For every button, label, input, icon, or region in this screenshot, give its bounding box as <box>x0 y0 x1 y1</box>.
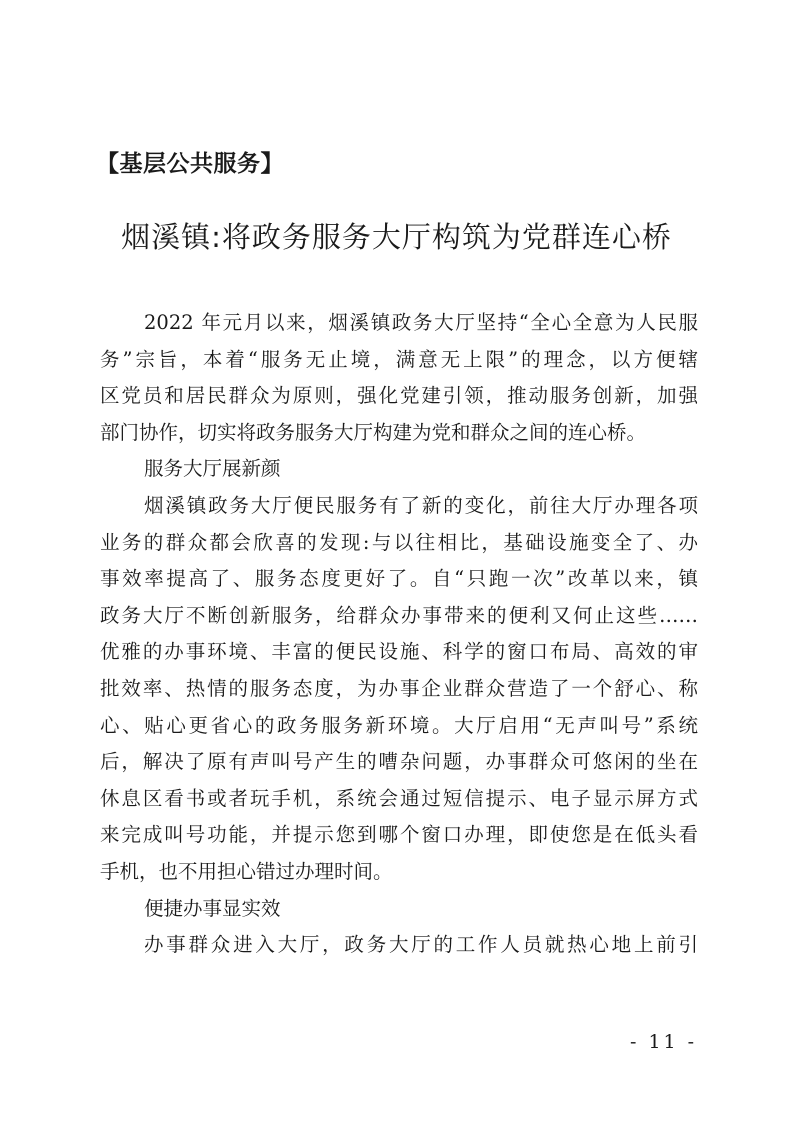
paragraph-line: 务”宗旨，本着“服务无止境，满意无上限”的理念，以方便辖 <box>100 347 698 371</box>
paragraph-line: 部门协作，切实将政务服务大厅构建为党和群众之间的连心桥。 <box>100 420 647 444</box>
paragraph-line: 来完成叫号功能，并提示您到哪个窗口办理，即使您是在低头看 <box>100 823 698 847</box>
paragraph-line: 后，解决了原有声叫号产生的嘈杂问题，办事群众可悠闲的坐在 <box>100 750 698 774</box>
paragraph-line: 事效率提高了、服务态度更好了。自“只跑一次”改革以来，镇 <box>100 567 698 591</box>
page-number: - 11 - <box>630 1031 698 1053</box>
paragraph-line: 优雅的办事环境、丰富的便民设施、科学的窗口布局、高效的审 <box>100 640 698 664</box>
paragraph-line: 心、贴心更省心的政务服务新环境。大厅启用“无声叫号”系统 <box>100 713 698 737</box>
paragraph-line: 烟溪镇政务大厅便民服务有了新的变化，前往大厅办理各项 <box>144 493 698 517</box>
paragraph-line: 手机，也不用担心错过办理时间。 <box>100 859 393 883</box>
paragraph-line: 区党员和居民群众为原则，强化党建引领，推动服务创新，加强 <box>100 384 698 408</box>
paragraph-line: 批效率、热情的服务态度，为办事企业群众营造了一个舒心、称 <box>100 676 698 700</box>
paragraph-line: 休息区看书或者玩手机，系统会通过短信提示、电子显示屏方式 <box>100 786 698 810</box>
article-body <box>100 305 698 964</box>
subheading: 便捷办事显实效 <box>144 896 281 920</box>
section-tag: 【基层公共服务】 <box>96 151 284 177</box>
article-title: 烟溪镇:将政务服务大厅构筑为党群连心桥 <box>121 220 672 254</box>
paragraph-line: 业务的群众都会欣喜的发现:与以往相比，基础设施变全了、办 <box>100 530 698 554</box>
subheading: 服务大厅展新颜 <box>144 457 281 481</box>
paragraph-line: 办事群众进入大厅，政务大厅的工作人员就热心地上前引 <box>144 933 698 957</box>
paragraph-line: 政务大厅不断创新服务，给群众办事带来的便利又何止这些…… <box>100 603 698 627</box>
paragraph-line: 2022 年元月以来，烟溪镇政务大厅坚持“全心全意为人民服 <box>144 311 698 334</box>
